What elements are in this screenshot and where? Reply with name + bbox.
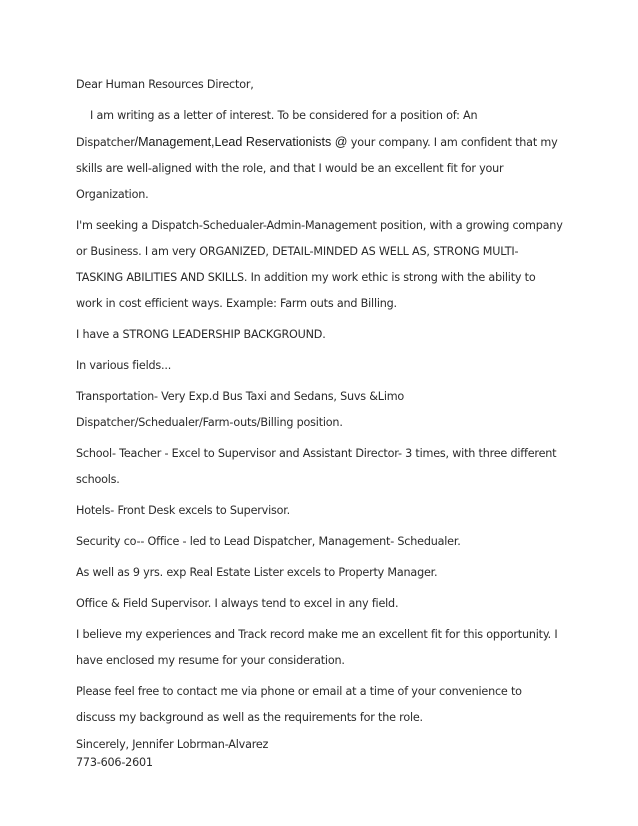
phone-number: 773-606-2601: [76, 756, 153, 769]
intro-paragraph: [76, 103, 564, 208]
intro-position-text: /Management,Lead Reservationists @: [134, 135, 348, 149]
intro-text-b: your company. I am confident that my skills are well-aligned with the role, and that I would be an excellent fit for your Organization.: [76, 136, 558, 201]
believe-paragraph: I believe my experiences and Track record make me an excellent fit for this opportunity. I have enclosed my resume for your consideration.: [76, 628, 558, 667]
transportation-paragraph: Transportation- Very Exp.d Bus Taxi and Sedans, Suvs &Limo Dispatcher/Schedualer/Farm-outs/Billing position.: [76, 390, 405, 429]
contact-paragraph: Please feel free to contact me via phone or email at a time of your convenience to discuss my background as well as the requirements for the role.: [76, 685, 522, 724]
seeking-paragraph: I'm seeking a Dispatch-Schedualer-Admin-Management position, with a growing company or Business. I am very ORGANIZED, DETAIL-MINDED AS WELL AS, STRONG MULTI-TASKING ABILITIES AND SKILLS. In addition my work ethic is strong with the ability to work in cost efficient ways. Example: Farm outs and Billing.: [76, 219, 563, 310]
hotels-paragraph: Hotels- Front Desk excels to Supervisor.: [76, 504, 290, 517]
office-paragraph: Office & Field Supervisor. I always tend to excel in any field.: [76, 597, 399, 610]
salutation: Dear Human Resources Director,: [76, 78, 254, 91]
closing-signature: Sincerely, Jennifer Lobrman-Alvarez: [76, 738, 269, 751]
signature-block: [76, 736, 564, 772]
cover-letter: [76, 72, 564, 772]
leadership-paragraph: I have a STRONG LEADERSHIP BACKGROUND.: [76, 328, 326, 341]
school-paragraph: School- Teacher - Excel to Supervisor and Assistant Director- 3 times, with three different schools.: [76, 447, 557, 486]
fields-paragraph: In various fields...: [76, 359, 172, 372]
realestate-paragraph: As well as 9 yrs. exp Real Estate Lister excels to Property Manager.: [76, 566, 438, 579]
security-paragraph: Security co-- Office - led to Lead Dispatcher, Management- Schedualer.: [76, 535, 461, 548]
intro-text-a: I am writing as a letter of interest. To be considered for a position of: An Dispatcher: [76, 109, 478, 149]
